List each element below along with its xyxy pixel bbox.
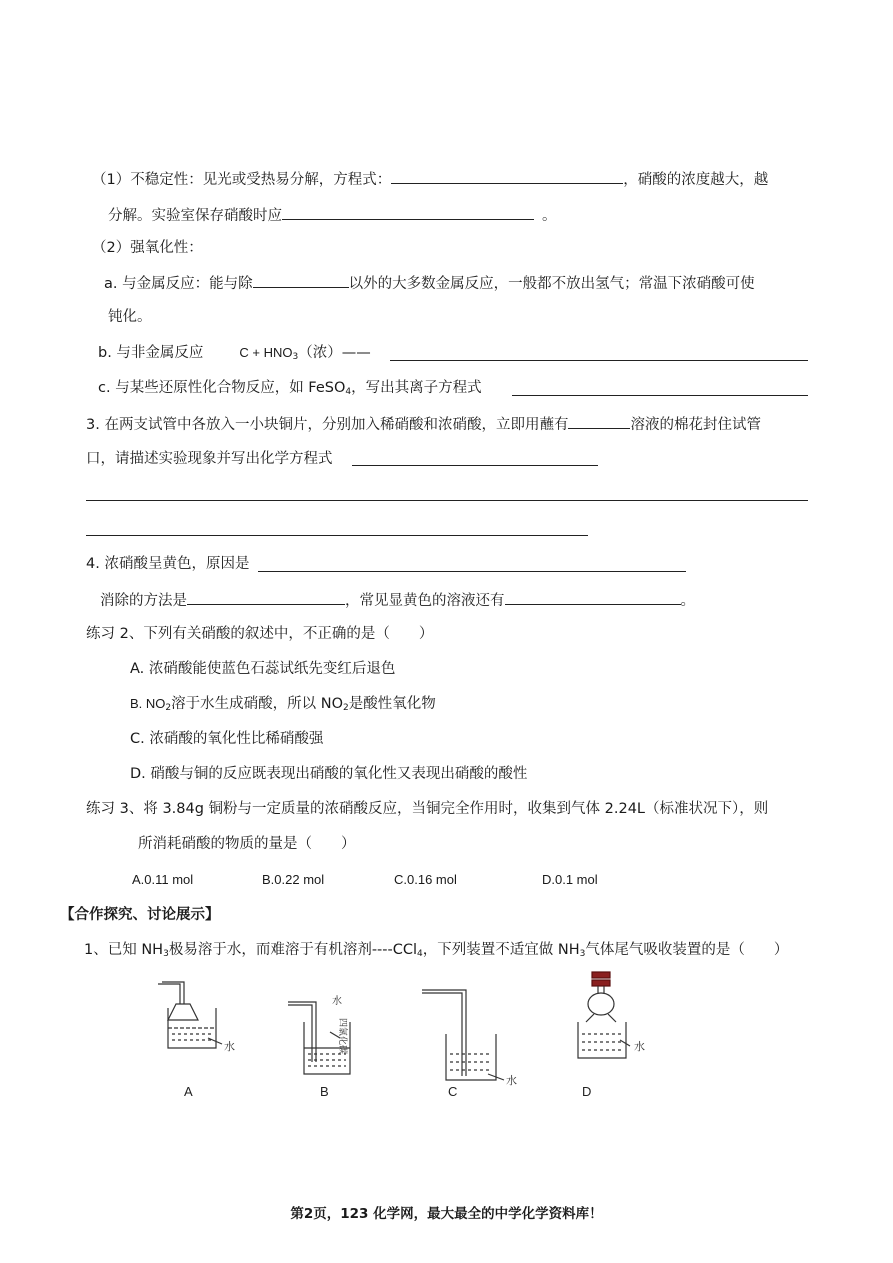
q4-blank-reason[interactable] <box>258 571 686 572</box>
apparatus-d-bulb <box>588 993 614 1015</box>
q4-blank-other[interactable] <box>505 589 681 605</box>
q1-line-2 <box>108 204 557 226</box>
ex2-option-b-text3: 是酸性氧化物 <box>348 696 436 712</box>
q3-text3: 口，请描述实验现象并写出化学方程式 <box>86 451 333 467</box>
apparatus-d[interactable] <box>578 972 630 1058</box>
ex3-option-b[interactable]: B.0.22 mol <box>262 872 325 887</box>
q4-period: 。 <box>680 593 695 609</box>
q2-a-text2: 以外的大多数金属反应，一般都不放出氢气；常温下浓硝酸可使 <box>348 276 755 292</box>
apparatus-figures <box>150 970 670 1105</box>
q2-a-line-2: 钝化。 <box>108 309 152 325</box>
q2-c-text1: c. 与某些还原性化合物反应，如 FeSO <box>98 380 346 396</box>
apparatus-b-liquid-fill <box>308 1054 346 1066</box>
q2-c-sub: 4 <box>345 387 352 397</box>
q2-title: （2）强氧化性： <box>92 240 203 256</box>
coop-question-1 <box>84 940 788 960</box>
q1-text-b: ，硝酸的浓度越大，越 <box>623 172 769 188</box>
apparatus-a[interactable] <box>158 982 222 1048</box>
q3-text1: 3. 在两支试管中各放入一小块铜片，分别加入稀硝酸和浓硝酸，立即用蘸有 <box>86 417 569 433</box>
q1-text-c: 分解。实验室保存硝酸时应 <box>108 208 282 224</box>
page-footer: 第2页，123 化学网，最大最全的中学化学资料库！ <box>290 1206 603 1222</box>
q2-a-line-1 <box>104 272 755 294</box>
ex2-option-b-sub1: 2 <box>165 703 172 713</box>
coop1-sub1: 3 <box>163 949 169 959</box>
ex3-option-c[interactable]: C.0.16 mol <box>394 872 457 887</box>
coop1-sub2: 4 <box>417 949 423 959</box>
coop1-text1: 1、已知 NH <box>84 942 164 958</box>
ex3-option-d[interactable]: D.0.1 mol <box>542 872 598 887</box>
apparatus-d-beaker <box>578 1022 626 1058</box>
q1-period: 。 <box>542 208 557 224</box>
apparatus-c-tube <box>422 990 466 1076</box>
ex2-option-a[interactable]: A. 浓硝酸能使蓝色石蕊试纸先变红后退色 <box>130 661 396 677</box>
q4-line-2 <box>100 589 695 611</box>
q2-b-line <box>98 343 371 363</box>
coop1-text4: 气体尾气吸收装置的是（ ） <box>585 942 789 958</box>
q2-b-eq: C + HNO <box>239 345 293 360</box>
apparatus-b-water-label: 水 <box>332 996 342 1007</box>
q4-line-1 <box>86 554 249 574</box>
apparatus-d-pointer <box>620 1040 630 1046</box>
q4-blank-method[interactable] <box>187 589 345 605</box>
q3-blank-solution[interactable] <box>568 413 630 429</box>
q2-c-line <box>98 378 482 398</box>
q4-text2: 消除的方法是 <box>100 593 187 609</box>
q2-b-eq-sub: 3 <box>292 352 299 362</box>
ex2-option-b-text1: B. NO <box>130 696 166 711</box>
q1-blank-equation[interactable] <box>391 168 623 184</box>
ex2-option-d[interactable]: D. 硝酸与铜的反应既表现出硝酸的氧化性又表现出硝酸的酸性 <box>130 766 528 782</box>
q3-blank-1[interactable] <box>352 465 598 466</box>
apparatus-d-label: D <box>582 1084 592 1099</box>
apparatus-d-stopper-2 <box>592 980 610 986</box>
apparatus-c-liquid-fill <box>450 1054 492 1070</box>
ex3-stem-line-1: 练习 3、将 3.84g 铜粉与一定质量的浓硝酸反应，当铜完全作用时，收集到气体 2.24L（标准状况下），则 <box>86 801 769 817</box>
ex3-option-a[interactable]: A.0.11 mol <box>132 872 194 887</box>
q2-b-blank[interactable] <box>390 360 808 361</box>
q3-blank-2[interactable] <box>86 500 808 501</box>
apparatus-d-water-label: 水 <box>634 1041 645 1053</box>
coop1-text2: 极易溶于水，而难溶于有机溶剂----CCl <box>168 942 418 958</box>
ex2-option-b-sub2: 2 <box>343 703 349 713</box>
apparatus-a-tube-inner <box>158 984 180 1004</box>
ex2-option-b-text2: 溶于水生成硝酸，所以 NO <box>171 696 344 712</box>
q2-b-label: b. 与非金属反应 <box>98 345 204 361</box>
apparatus-a-funnel <box>168 1004 198 1020</box>
apparatus-a-water-label: 水 <box>224 1041 235 1053</box>
q2-a-blank[interactable] <box>253 272 349 288</box>
ex2-option-c[interactable]: C. 浓硝酸的氧化性比稀硝酸强 <box>130 731 324 747</box>
q4-text3: ，常见显黄色的溶液还有 <box>345 593 505 609</box>
coop1-text3: ，下列装置不适宜做 NH <box>422 942 580 958</box>
apparatus-b-ccl4-label: 四氯化碳 <box>338 1018 348 1055</box>
apparatus-c-tube-inner <box>422 993 462 1076</box>
q3-text2: 溶液的棉花封住试管 <box>630 417 761 433</box>
ex2-option-b[interactable] <box>130 694 436 714</box>
q3-line-1 <box>86 413 761 435</box>
apparatus-c-label: C <box>448 1084 458 1099</box>
apparatus-c-water-label: 水 <box>506 1075 517 1087</box>
q2-a-text1: a. 与金属反应：能与除 <box>104 276 253 292</box>
apparatus-a-label: A <box>184 1084 193 1099</box>
apparatus-d-liquid-fill <box>582 1034 622 1050</box>
apparatus-b-label: B <box>320 1084 329 1099</box>
q4-text1: 4. 浓硝酸呈黄色，原因是 <box>86 556 250 572</box>
apparatus-d-stopper <box>592 972 610 978</box>
q1-text: （1）不稳定性：见光或受热易分解，方程式： <box>92 172 392 188</box>
ex2-stem: 练习 2、下列有关硝酸的叙述中，不正确的是（ ） <box>86 626 434 642</box>
q1-blank-storage[interactable] <box>282 204 534 220</box>
ex3-stem-line-2: 所消耗硝酸的物质的量是（ ） <box>138 836 356 852</box>
q1-line-1 <box>92 168 768 190</box>
q2-c-blank[interactable] <box>512 395 808 396</box>
coop1-sub3: 3 <box>579 949 586 959</box>
apparatus-a-pointer <box>208 1038 222 1044</box>
q2-c-text2: ，写出其离子方程式 <box>351 380 482 396</box>
apparatus-a-tube <box>162 982 184 1004</box>
apparatus-c-beaker <box>446 1034 496 1080</box>
q2-b-eq-post: （浓）—— <box>298 345 371 361</box>
apparatus-a-liquid-fill <box>172 1034 212 1040</box>
q3-line-2 <box>86 449 333 469</box>
section-heading: 【合作探究、讨论展示】 <box>60 907 220 923</box>
apparatus-c[interactable] <box>422 990 504 1080</box>
q3-blank-3[interactable] <box>86 535 588 536</box>
